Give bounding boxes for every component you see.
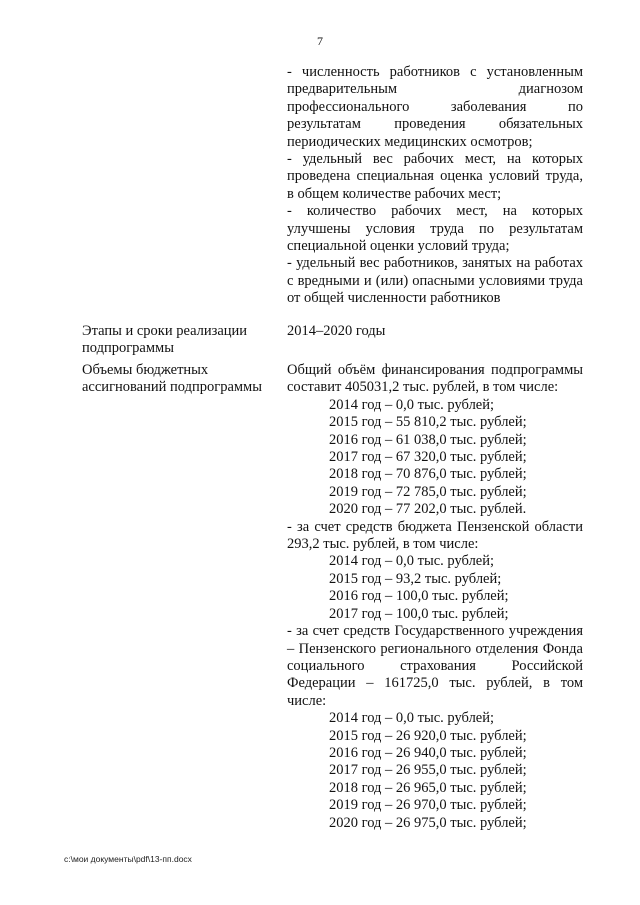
funding-year-line: 2017 год – 26 955,0 тыс. рублей; (329, 762, 527, 779)
funding-year-line: 2014 год – 0,0 тыс. рублей; (329, 396, 495, 413)
indicator-item: - численность работников с установленным предварительным диагнозом профессионального заболевания по результатам проведения обязательных периодических медицинских осмотров; (287, 64, 583, 150)
indicator-item: - удельный вес работников, занятых на работах с вредными и (или) опасными условиями труда от общей численности работников (287, 255, 583, 307)
stages-value: 2014–2020 годы (287, 323, 386, 339)
funding-year-line: 2016 год – 26 940,0 тыс. рублей; (329, 744, 527, 761)
funding-year-line: 2019 год – 72 785,0 тыс. рублей; (329, 483, 527, 500)
funding-year-line: 2015 год – 55 810,2 тыс. рублей; (329, 414, 527, 431)
funding-regional-intro: - за счет средств бюджета Пензенской области 293,2 тыс. рублей, в том числе: (287, 518, 583, 553)
page-number: 7 (317, 34, 323, 48)
funding-year-line: 2015 год – 93,2 тыс. рублей; (329, 570, 502, 587)
funding-year-line: 2015 год – 26 920,0 тыс. рублей; (329, 727, 527, 744)
funding-year-line: 2019 год – 26 970,0 тыс. рублей; (329, 797, 527, 814)
funding-details (287, 362, 583, 832)
stages-label: Этапы и сроки реализации подпрограммы (82, 323, 248, 357)
funding-fss-intro: - за счет средств Государственного учреждения – Пензенского регионального отделения Фонда социального страхования Российской Федерации – 161725,0 тыс. рублей, в том числе: (287, 623, 583, 709)
funding-year-line: 2016 год – 61 038,0 тыс. рублей; (329, 431, 527, 448)
funding-year-line: 2018 год – 26 965,0 тыс. рублей; (329, 779, 527, 796)
funding-label: Объемы бюджетных ассигнований подпрограммы (82, 362, 262, 396)
funding-year-line: 2017 год – 67 320,0 тыс. рублей; (329, 449, 527, 466)
funding-year-line: 2016 год – 100,0 тыс. рублей; (329, 588, 509, 605)
funding-year-line: 2017 год – 100,0 тыс. рублей; (329, 605, 509, 622)
funding-year-line: 2014 год – 0,0 тыс. рублей; (329, 553, 495, 570)
funding-total-intro: Общий объём финансирования подпрограммы составит 405031,2 тыс. рублей, в том числе: (287, 362, 583, 396)
indicator-item: - количество рабочих мест, на которых улучшены условия труда по результатам специальной оценки условий труда; (287, 203, 583, 255)
funding-year-line: 2014 год – 0,0 тыс. рублей; (329, 710, 495, 727)
indicator-item: - удельный вес рабочих мест, на которых проведена специальная оценка условий труда, в общем количестве рабочих мест; (287, 151, 583, 202)
funding-year-line: 2020 год – 77 202,0 тыс. рублей. (329, 501, 527, 518)
footer-file-path: c:\мои документы\pdf\13-пп.docx (64, 854, 192, 864)
indicators-list (287, 64, 583, 308)
funding-year-line: 2018 год – 70 876,0 тыс. рублей; (329, 466, 527, 483)
funding-year-line: 2020 год – 26 975,0 тыс. рублей; (329, 814, 527, 831)
